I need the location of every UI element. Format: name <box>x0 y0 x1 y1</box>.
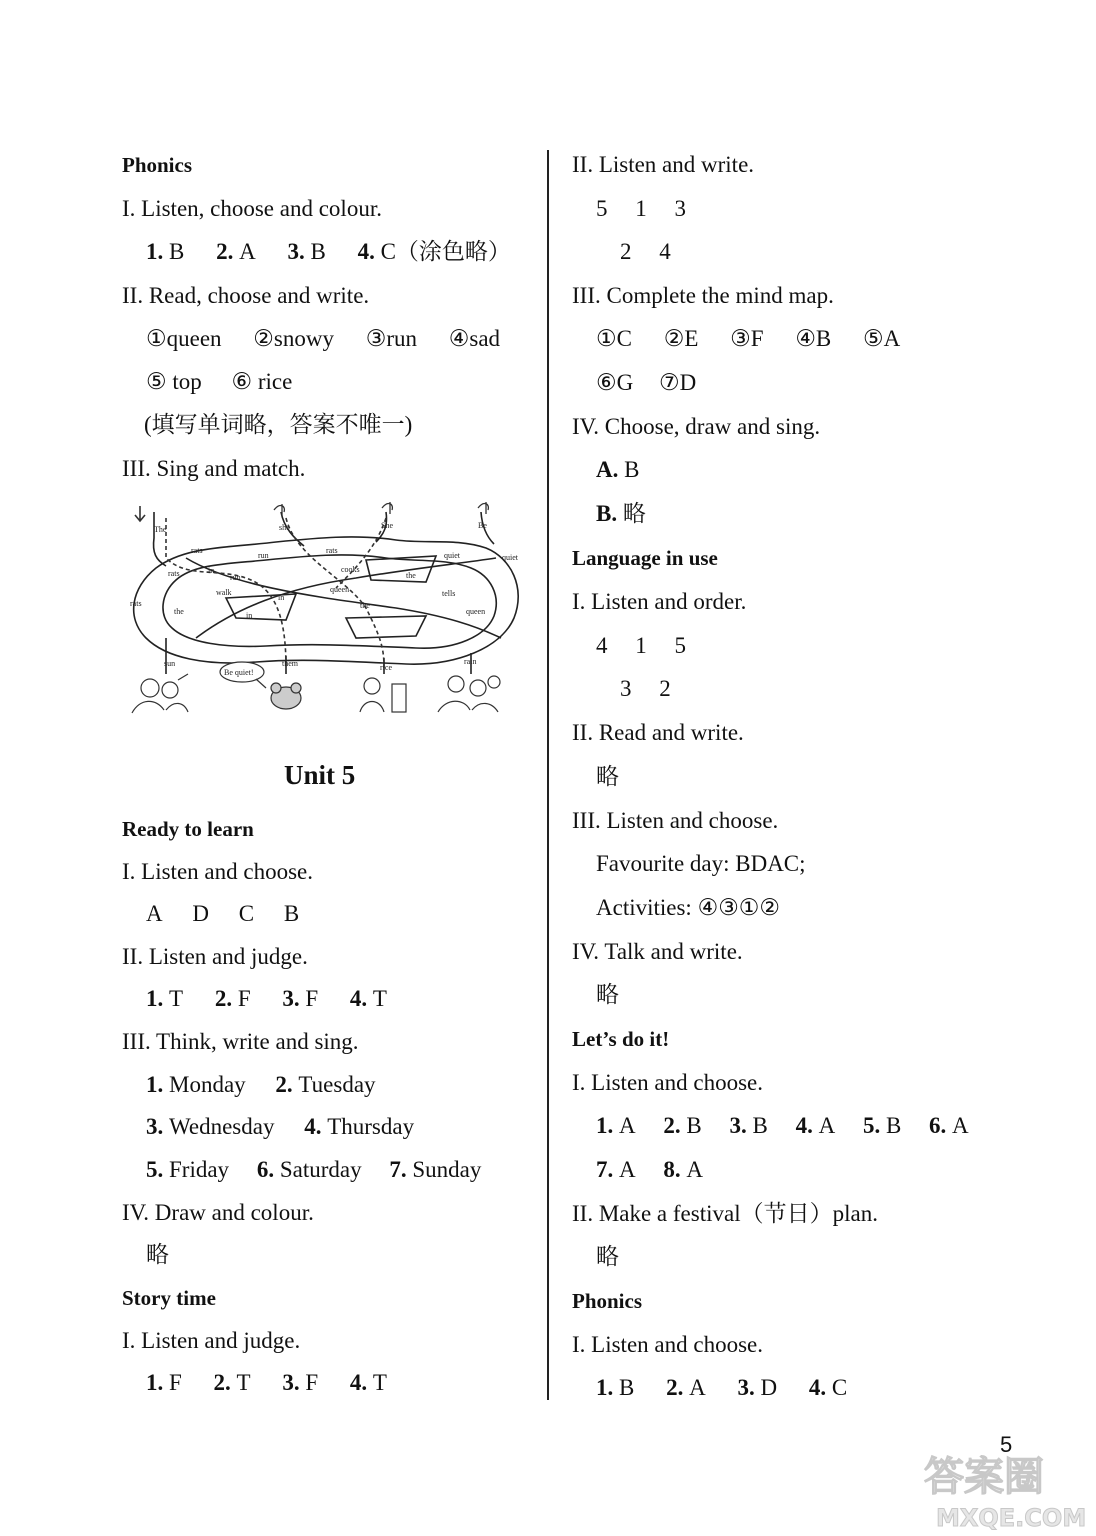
answer-row: ⑥G ⑦D <box>596 370 697 395</box>
answer-text: Favourite day: BDAC; <box>596 851 806 876</box>
maze-label: run <box>230 573 241 582</box>
maze-label: in <box>208 566 215 575</box>
question-title: I. Listen and choose. <box>122 859 313 884</box>
answer-text: 略 <box>146 1242 169 1267</box>
question-title: II. Make a festival（节日）plan. <box>572 1201 878 1226</box>
question-title: III. Sing and match. <box>122 456 306 481</box>
question-title: III. Listen and choose. <box>572 808 779 833</box>
maze-label: run <box>258 551 269 560</box>
section-heading-phonics: Phonics <box>122 153 193 177</box>
question-title: I. Listen and order. <box>572 589 747 614</box>
answer-row: 7. A 8. A <box>596 1157 703 1182</box>
question-title: II. Listen and write. <box>572 152 755 177</box>
answer-row: 5 1 3 <box>596 196 686 221</box>
maze-label: rice <box>380 663 392 672</box>
maze-label: she <box>279 523 290 532</box>
maze-label: The <box>154 525 167 534</box>
maze-label: rats <box>168 569 180 578</box>
question-title: I. Listen and judge. <box>122 1328 301 1353</box>
answer-row: ⑤ top ⑥ rice <box>146 369 293 394</box>
maze-label: She <box>381 521 393 530</box>
answer-row: 4 1 5 <box>596 633 686 658</box>
maze-label: rats <box>326 546 338 555</box>
maze-label: walk <box>216 588 232 597</box>
page-number: 5 <box>1000 1432 1013 1457</box>
answer-row: 1. A 2. B 3. B 4. A 5. B 6. A <box>596 1113 969 1138</box>
question-title: II. Read and write. <box>572 720 744 745</box>
answer-row: A D C B <box>146 901 300 926</box>
answer-note: (填写单词略，答案不唯一) <box>144 412 413 437</box>
question-title: I. Listen and choose. <box>572 1332 763 1357</box>
question-title: IV. Talk and write. <box>572 939 743 964</box>
maze-label: rats <box>191 546 203 555</box>
answer-row: 2 4 <box>620 239 671 264</box>
maze-label: queen <box>330 585 350 594</box>
maze-label: the <box>174 607 184 616</box>
speech-bubble <box>220 662 266 688</box>
maze-label: in <box>246 611 253 620</box>
section-heading-language: Language in use <box>572 546 718 570</box>
answer-text: 略 <box>596 764 619 789</box>
answer-row: 1. B 2. A 3. D 4. C <box>596 1375 848 1400</box>
maze-label: tells <box>442 589 456 598</box>
question-title: IV. Draw and colour. <box>122 1200 314 1225</box>
section-heading-phonics: Phonics <box>572 1289 643 1313</box>
svg-text:答案圈: 答案圈 <box>924 1454 1044 1500</box>
section-heading-letsdo: Let’s do it! <box>572 1027 670 1051</box>
maze-label: in <box>278 593 285 602</box>
unit-title: Unit 5 <box>284 760 356 790</box>
question-title: I. Listen, choose and colour. <box>122 196 382 221</box>
maze-label: queen <box>466 607 486 616</box>
maze-block <box>346 616 426 638</box>
answer-row: 3. Wednesday 4. Thursday <box>146 1114 415 1139</box>
maze-label: the <box>406 571 416 580</box>
answer-row: A. B <box>596 457 640 482</box>
maze-label: them <box>282 659 298 668</box>
maze-label: quiet <box>502 553 518 562</box>
maze-illustration <box>126 498 526 720</box>
answer-text: 略 <box>596 1244 619 1269</box>
question-title: II. Listen and judge. <box>122 944 308 969</box>
watermark-logo <box>906 1440 1092 1532</box>
maze-block <box>226 594 296 620</box>
column-divider <box>547 150 549 1400</box>
answer-text: Activities: ④③①② <box>596 895 781 920</box>
answer-row: ①C ②E ③F ④B ⑤A <box>596 326 901 351</box>
answer-text: 略 <box>596 982 619 1007</box>
svg-text:MXQE.COM: MXQE.COM <box>936 1504 1087 1532</box>
rat-queen-picture <box>271 683 301 709</box>
maze-label: rats <box>130 599 142 608</box>
maze-label: rain <box>464 657 477 666</box>
answer-row: 1. Monday 2. Tuesday <box>146 1072 376 1097</box>
question-title: II. Read, choose and write. <box>122 283 370 308</box>
answer-row: 1. F 2. T 3. F 4. T <box>146 1370 387 1395</box>
question-title: I. Listen and choose. <box>572 1070 763 1095</box>
answer-row: 1. T 2. F 3. F 4. T <box>146 986 387 1011</box>
maze-entry-road <box>154 512 167 566</box>
rat-cooks-picture <box>132 674 188 713</box>
maze-label: the <box>360 601 370 610</box>
question-title: III. Complete the mind map. <box>572 283 834 308</box>
maze-label: Be <box>478 521 487 530</box>
question-title: IV. Choose, draw and sing. <box>572 414 821 439</box>
question-title: III. Think, write and sing. <box>122 1029 359 1054</box>
answer-row: B. 略 <box>596 501 646 526</box>
maze-label: quiet <box>444 551 460 560</box>
section-heading-story: Story time <box>122 1286 216 1310</box>
answer-row: ①queen ②snowy ③run ④sad <box>146 326 501 351</box>
answer-row: 5. Friday 6. Saturday 7. Sunday <box>146 1157 482 1182</box>
answer-row: 1. B 2. A 3. B 4. C（涂色略） <box>146 239 511 264</box>
answer-row: 3 2 <box>620 676 671 701</box>
rat-chef-picture <box>360 678 406 712</box>
maze-label: sun <box>164 659 176 668</box>
music-note-icon <box>274 502 488 516</box>
svg-text:Be quiet!: Be quiet! <box>224 668 254 677</box>
maze-label: cooks <box>341 565 360 574</box>
section-heading-ready: Ready to learn <box>122 817 254 841</box>
down-arrow-icon <box>135 506 145 521</box>
rats-dancing-picture <box>438 676 500 712</box>
